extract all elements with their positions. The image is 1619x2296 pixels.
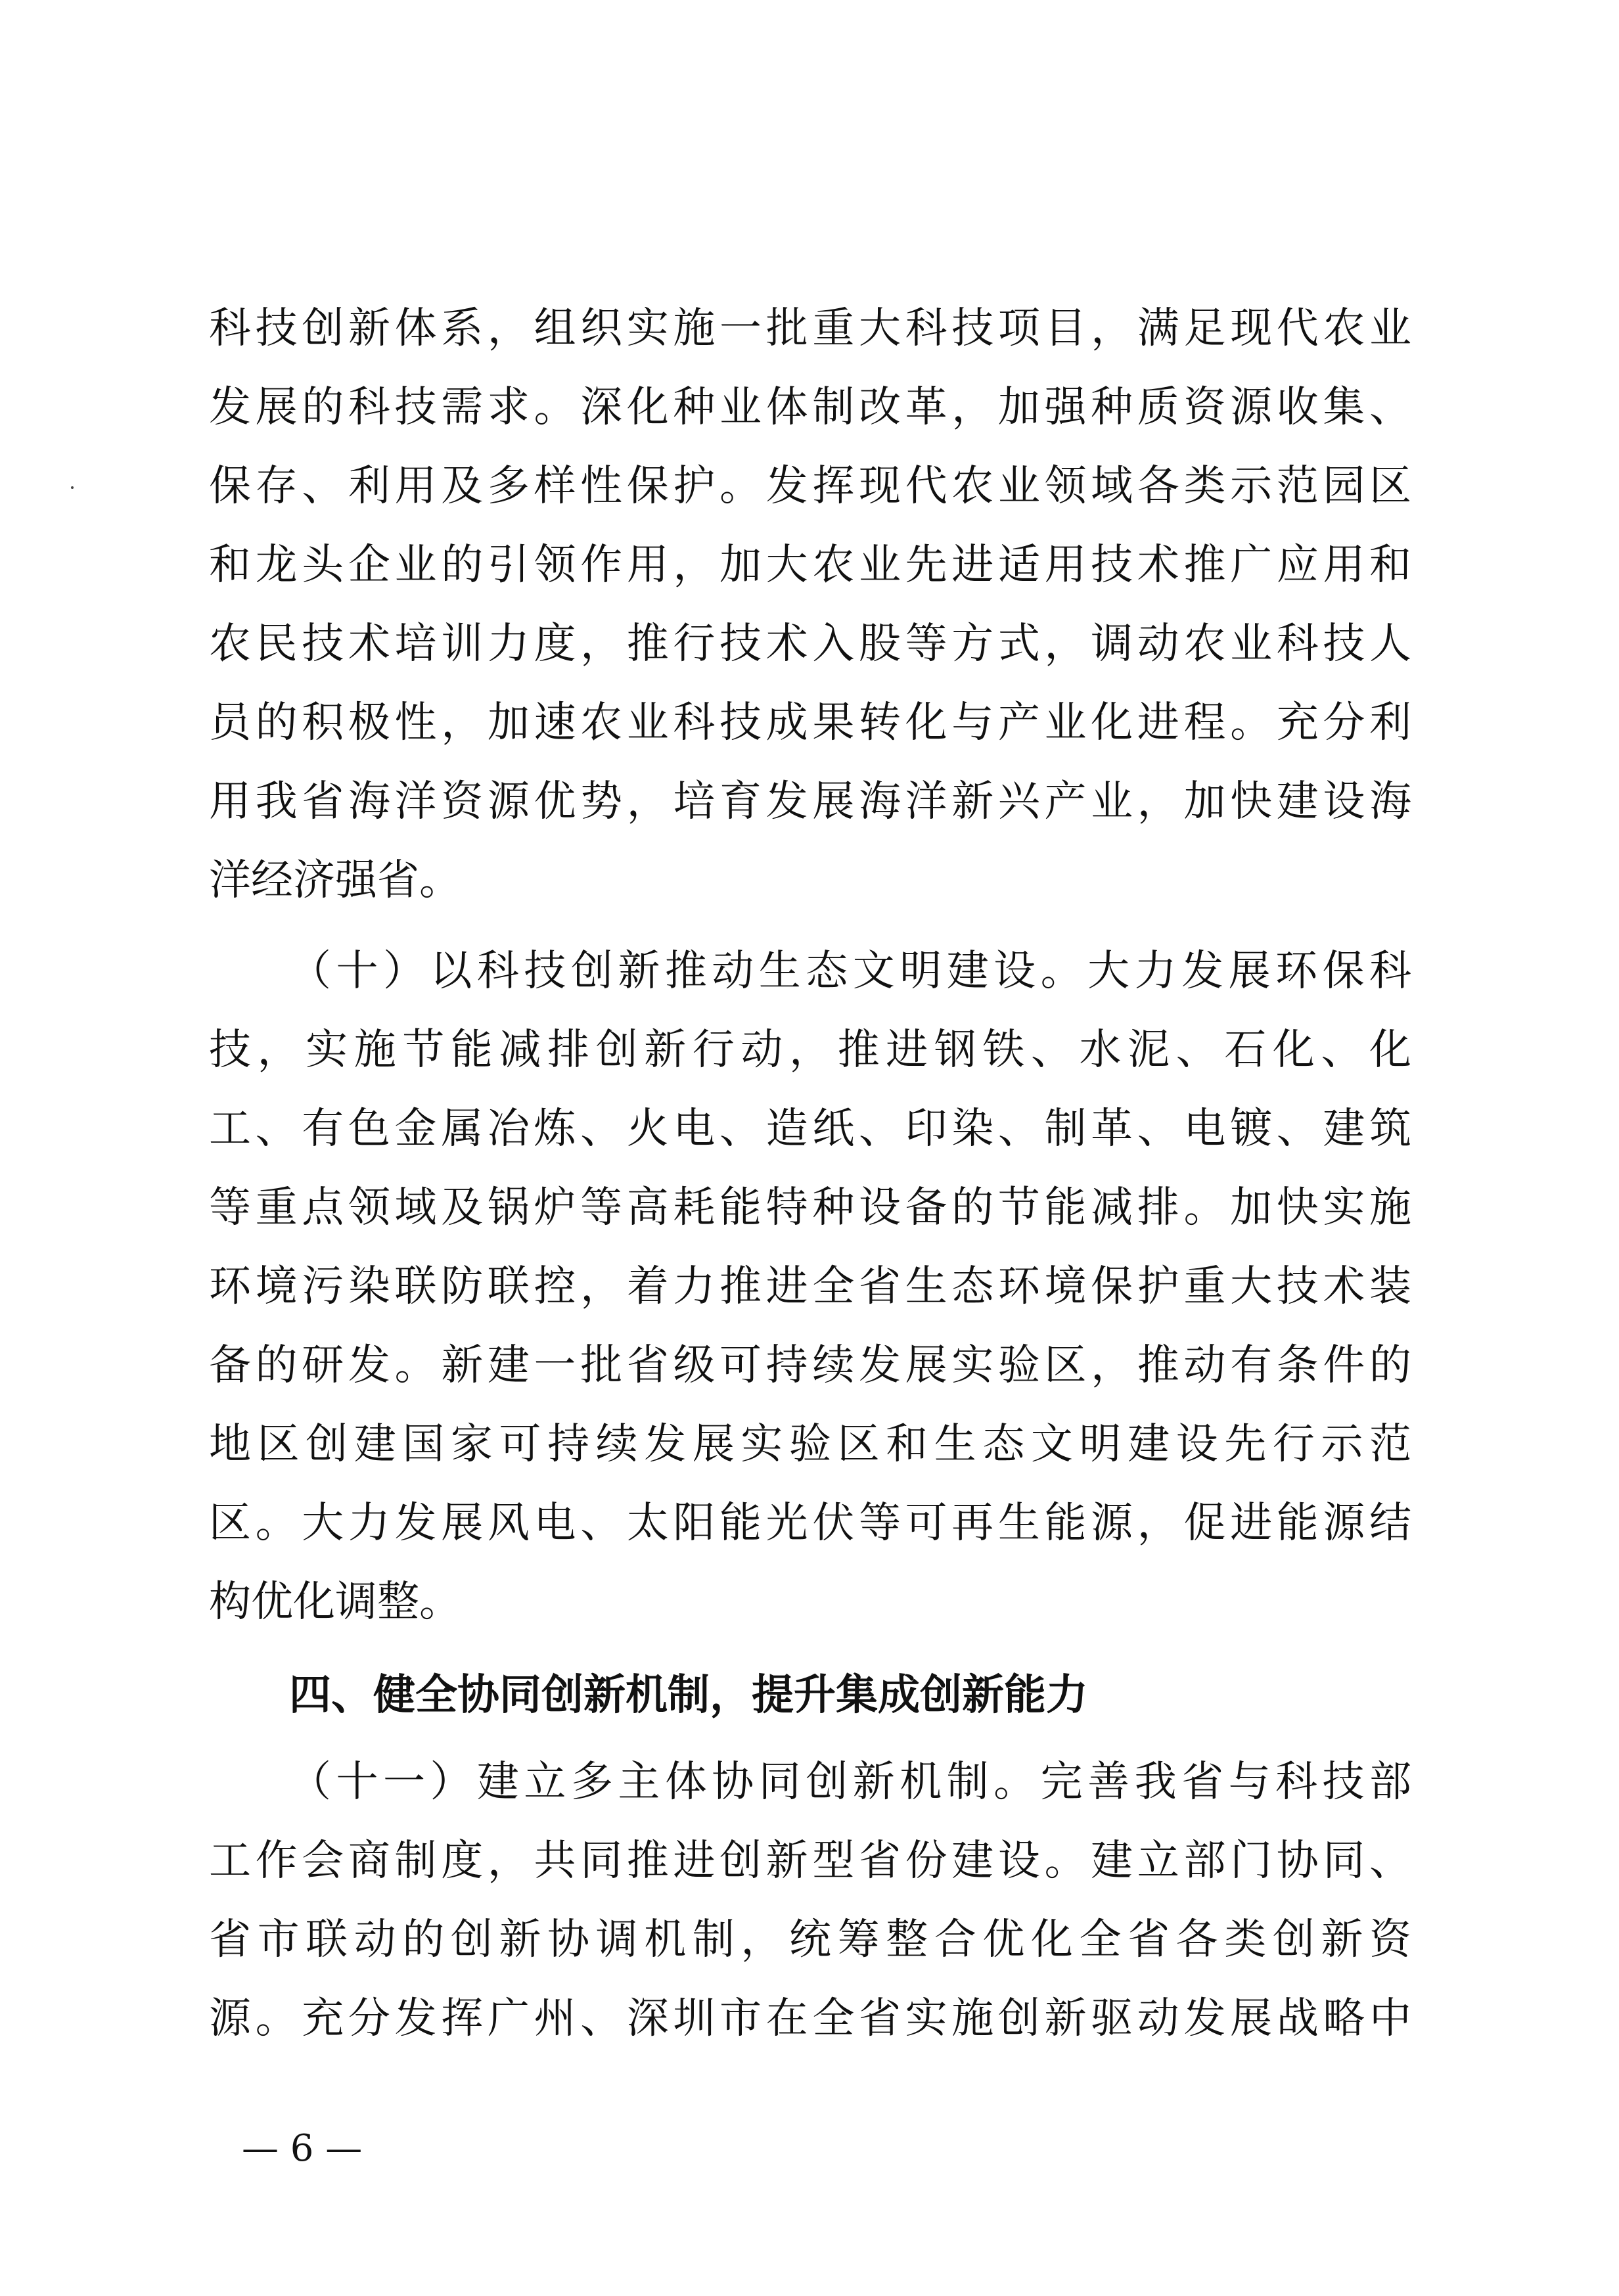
section-11-line-2: 工作会商制度，共同推进创新型省份建设。建立部门协同、: [209, 1837, 1411, 1885]
body-line-1: 科技创新体系，组织实施一批重大科技项目，满足现代农业: [209, 304, 1411, 353]
section-11-line-3: 省市联动的创新协调机制，统筹整合优化全省各类创新资: [209, 1916, 1411, 1964]
section-10-line-9: 构优化调整。: [209, 1578, 461, 1626]
section-11-line-1: （十一）建立多主体协同创新机制。完善我省与科技部: [289, 1758, 1411, 1806]
page-number: — 6 —: [242, 2127, 363, 2170]
section-10-line-6: 备的研发。新建一批省级可持续发展实验区，推动有条件的: [209, 1341, 1411, 1390]
section-10-line-2: 技，实施节能减排创新行动，推进钢铁、水泥、石化、化: [209, 1026, 1411, 1074]
body-line-4: 和龙头企业的引领作用，加大农业先进适用技术推广应用和: [209, 541, 1411, 589]
body-line-8: 洋经济强省。: [209, 856, 461, 905]
section-10-line-4: 等重点领域及锅炉等高耗能特种设备的节能减排。加快实施: [209, 1183, 1411, 1232]
section-11-line-4: 源。充分发挥广州、深圳市在全省实施创新驱动发展战略中: [209, 1994, 1411, 2043]
body-line-2: 发展的科技需求。深化种业体制改革，加强种质资源收集、: [209, 383, 1411, 432]
body-line-3: 保存、利用及多样性保护。发挥现代农业领域各类示范园区: [209, 462, 1411, 511]
section-10-line-5: 环境污染联防联控，着力推进全省生态环境保护重大技术装: [209, 1262, 1411, 1311]
body-line-7: 用我省海洋资源优势，培育发展海洋新兴产业，加快建设海: [209, 777, 1411, 826]
section-10-line-7: 地区创建国家可持续发展实验区和生态文明建设先行示范: [209, 1420, 1411, 1469]
section-10-line-8: 区。大力发展风电、太阳能光伏等可再生能源，促进能源结: [209, 1499, 1411, 1548]
body-line-6: 员的积极性，加速农业科技成果转化与产业化进程。充分利: [209, 699, 1411, 747]
scan-speck: [71, 486, 74, 489]
section-10-line-3: 工、有色金属冶炼、火电、造纸、印染、制革、电镀、建筑: [209, 1105, 1411, 1153]
body-line-5: 农民技术培训力度，推行技术入股等方式，调动农业科技人: [209, 620, 1411, 668]
section-10-line-1: （十）以科技创新推动生态文明建设。大力发展环保科: [289, 947, 1411, 996]
section-heading: 四、健全协同创新机制，提升集成创新能力: [289, 1671, 1088, 1720]
